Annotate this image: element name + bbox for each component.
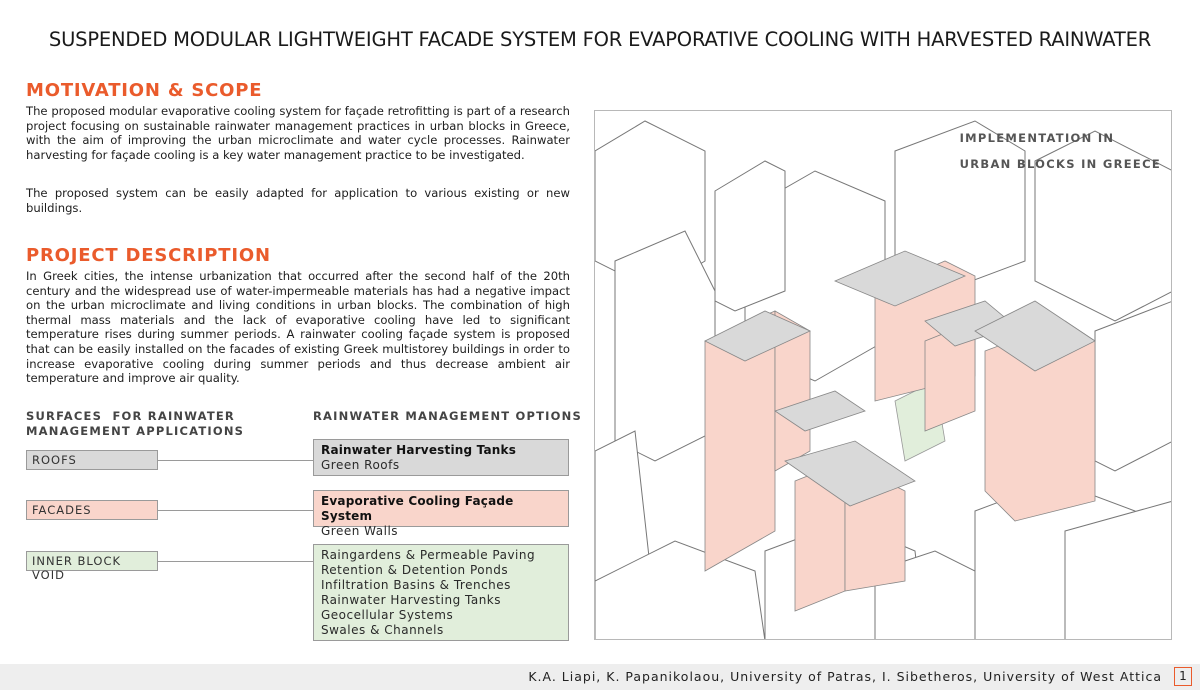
caption-line-2: URBAN BLOCKS IN GREECE xyxy=(959,157,1161,171)
option-void-item: Geocellular Systems xyxy=(321,608,454,622)
urban-block-illustration xyxy=(594,110,1172,640)
footer-bar xyxy=(0,664,1200,690)
option-green-walls: Green Walls xyxy=(321,524,399,538)
page-title: SUSPENDED MODULAR LIGHTWEIGHT FACADE SYSTEM FOR EVAPORATIVE COOLING WITH HARVESTED RAINWATER xyxy=(48,28,1152,51)
illustration-caption xyxy=(960,125,1161,177)
building-outline xyxy=(1095,301,1172,471)
option-void-item: Retention & Detention Ponds xyxy=(321,563,509,577)
surfaces-label-line2: MANAGEMENT APPLICATIONS xyxy=(26,424,245,438)
option-void-item: Infiltration Basins & Trenches xyxy=(321,578,511,592)
project-heading: PROJECT DESCRIPTION xyxy=(26,245,271,266)
option-void-item: Swales & Channels xyxy=(321,623,444,637)
options-void xyxy=(313,544,569,641)
building-outline xyxy=(715,161,785,311)
project-paragraph: In Greek cities, the intense urbanization that occurred after the second half of the 20th century and the widespread use of water-impermeable materials has had a negative impact on the urban microclimate and living conditions in urban blocks. The combination of high thermal mass materials and the lack of evaporative cooling have led to significant temperature rises during summer periods. A rainwater cooling façade system is proposed that can be easily installed on the facades of existing Greek multistorey buildings in order to increase evaporative cooling during summer periods and thus decrease ambient air temperature and improve air quality. xyxy=(26,269,570,386)
footer-authors: K.A. Liapi, K. Papanikolaou, University of Patras, I. Sibetheros, University of West Attica xyxy=(528,669,1162,684)
option-evaporative-cooling: Evaporative Cooling Façade System xyxy=(321,494,514,523)
surfaces-label xyxy=(26,409,244,439)
option-void-item: Rainwater Harvesting Tanks xyxy=(321,593,501,607)
page-number: 1 xyxy=(1174,667,1192,686)
option-void-item: Raingardens & Permeable Paving xyxy=(321,548,536,562)
motivation-paragraph-1: The proposed modular evaporative cooling system for façade retrofitting is part of a research project focusing on sustainable rainwater management practices in urban blocks in Greece, with the aim of improving the urban microclimate and water cycle processes. Rainwater harvesting for façade cooling is a key water management practice to be investigated. xyxy=(26,104,570,162)
surface-inner-block-void: INNER BLOCK VOID xyxy=(26,551,158,571)
connector-facades xyxy=(158,510,313,511)
options-facades xyxy=(313,490,569,538)
surface-facades: FACADES xyxy=(26,500,158,520)
options-label: RAINWATER MANAGEMENT OPTIONS xyxy=(313,409,582,423)
options-roofs xyxy=(313,439,569,476)
option-green-roofs: Green Roofs xyxy=(321,458,400,472)
surfaces-label-line1: SURFACES FOR RAINWATER xyxy=(26,409,235,423)
surface-roofs: ROOFS xyxy=(26,450,158,470)
connector-void xyxy=(158,561,313,562)
option-rainwater-tanks: Rainwater Harvesting Tanks xyxy=(321,443,517,457)
motivation-paragraph-2: The proposed system can be easily adapted for application to various existing or new buildings. xyxy=(26,186,570,215)
motivation-heading: MOTIVATION & SCOPE xyxy=(26,80,263,101)
connector-roofs xyxy=(158,460,313,461)
building-outline xyxy=(615,231,715,461)
axonometric-drawing xyxy=(595,111,1172,640)
caption-line-1: IMPLEMENTATION IN xyxy=(959,131,1115,145)
